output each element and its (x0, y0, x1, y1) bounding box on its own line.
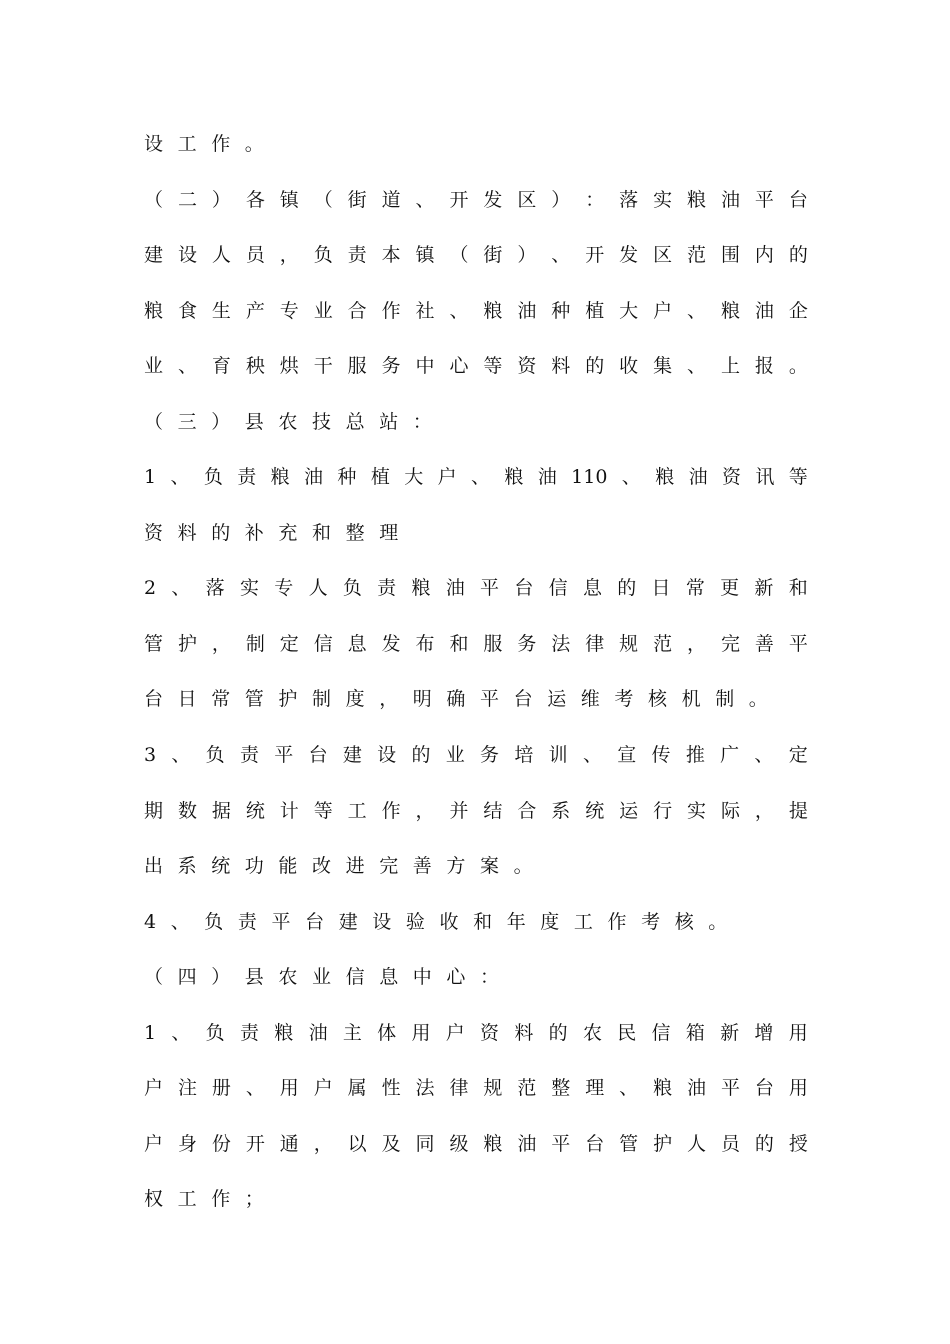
text-line: 3 、 负 责 平 台 建 设 的 业 务 培 训 、 宣 传 推 广 、 定 (144, 744, 808, 766)
text-line: 期 数 据 统 计 等 工 作 ， 并 结 合 系 统 运 行 实 际 ， 提 (144, 800, 808, 822)
text-line: 建 设 人 员 ， 负 责 本 镇 （ 街 ） 、 开 发 区 范 围 内 的 (144, 244, 808, 266)
text-line: 户 身 份 开 通 ， 以 及 同 级 粮 油 平 台 管 护 人 员 的 授 (144, 1133, 808, 1155)
text-line: 台日常管护制度，明确平台运维考核机制。 (144, 688, 783, 710)
text-line: 1 、 负 责 粮 油 主 体 用 户 资 料 的 农 民 信 箱 新 增 用 (144, 1022, 808, 1044)
text-line: 1 、 负 责 粮 油 种 植 大 户 、 粮 油 110 、 粮 油 资 讯 等 (144, 466, 808, 488)
text-line: 管 护 ， 制 定 信 息 发 布 和 服 务 法 律 规 范 ， 完 善 平 (144, 633, 808, 655)
text-line: 出系统功能改进完善方案。 (144, 855, 548, 877)
text-line: 业 、 育 秧 烘 干 服 务 中 心 等 资 料 的 收 集 、 上 报 。 (144, 355, 808, 377)
text-line: 4、负责平台建设验收和年度工作考核。 (144, 911, 742, 933)
section-heading: （三）县农技总站： (144, 411, 447, 433)
text-line: 资料的补充和整理 (144, 522, 413, 544)
section-heading: （四）县农业信息中心： (144, 966, 514, 988)
text-line: 2 、 落 实 专 人 负 责 粮 油 平 台 信 息 的 日 常 更 新 和 (144, 577, 808, 599)
text-line: 设工作。 (144, 133, 279, 155)
text-line: 粮 食 生 产 专 业 合 作 社 、 粮 油 种 植 大 户 、 粮 油 企 (144, 300, 808, 322)
text-line: （ 二 ） 各 镇 （ 街 道 、 开 发 区 ） ： 落 实 粮 油 平 台 (144, 189, 808, 211)
text-line: 户 注 册 、 用 户 属 性 法 律 规 范 整 理 、 粮 油 平 台 用 (144, 1077, 808, 1099)
text-line: 权工作； (144, 1188, 279, 1210)
